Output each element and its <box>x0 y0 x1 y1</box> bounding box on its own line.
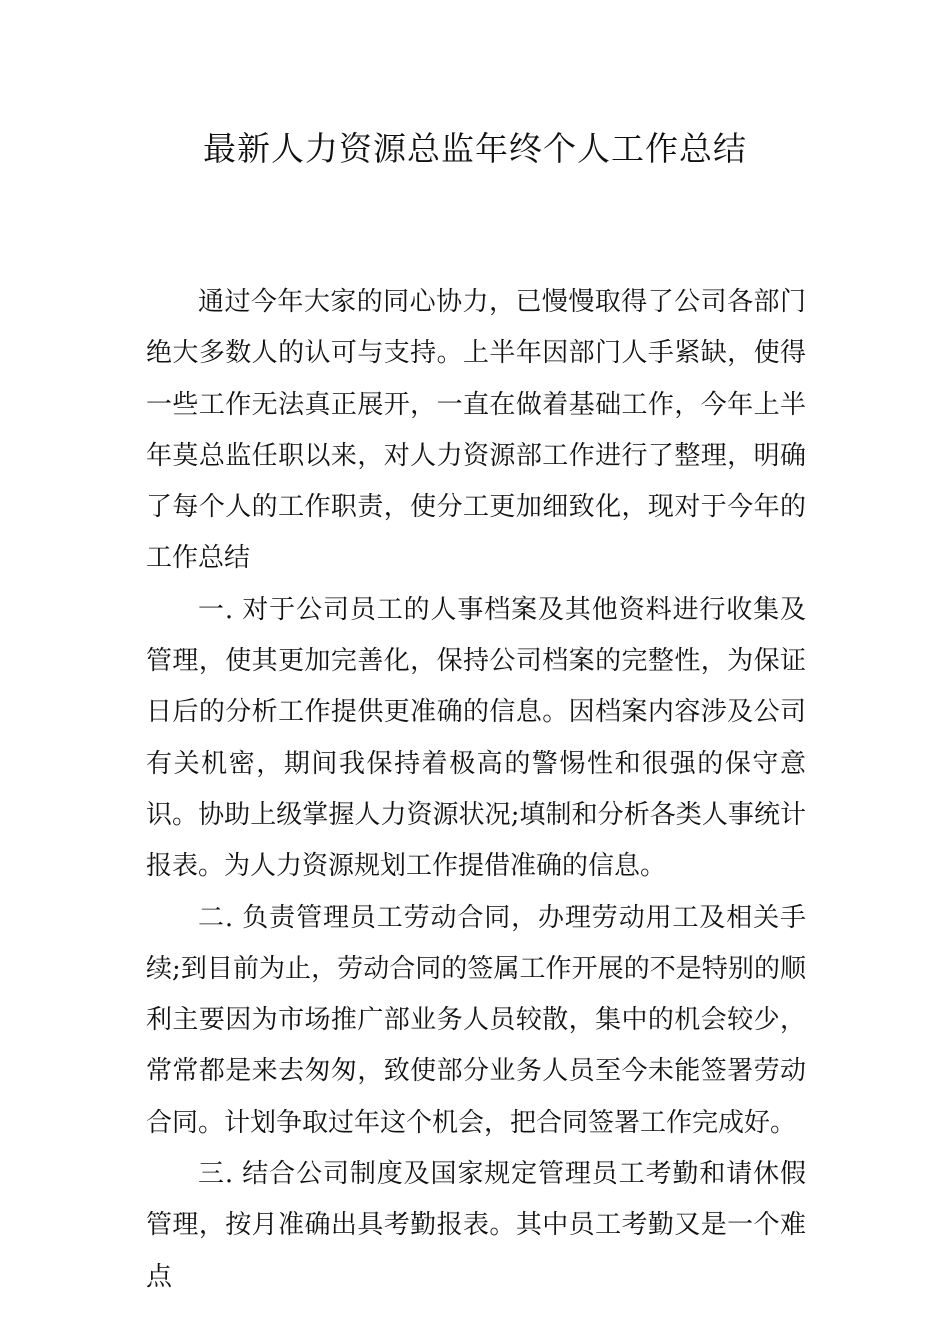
paragraph-section-1: 一. 对于公司员工的人事档案及其他资料进行收集及管理，使其更加完善化，保持公司档案的完整性，为保证日后的分析工作提供更准确的信息。因档案内容涉及公司有关机密，期间我保持着极高的警惕性和很强的保守意识。协助上级掌握人力资源状况;填制和分析各类人事统计报表。为人力资源规划工作提借准确的信息。 <box>146 594 806 882</box>
paragraph-intro: 通过今年大家的同心协力，已慢慢取得了公司各部门绝大多数人的认可与支持。上半年因部门人手紧缺，使得一些工作无法真正展开，一直在做着基础工作，今年上半年莫总监任职以来，对人力资源部工作进行了整理，明确了每个人的工作职责，使分工更加细致化，现对于今年的工作总结 <box>146 287 806 574</box>
paragraph-section-2: 二. 负责管理员工劳动合同，办理劳动用工及相关手续;到目前为止，劳动合同的签属工作开展的不是特别的顺利主要因为市场推广部业务人员较散，集中的机会较少，常常都是来去匆匆，致使部分业务人员至今未能签署劳动合同。计划争取过年这个机会，把合同签署工作完成好。 <box>146 902 806 1138</box>
paragraph-section-3: 三. 结合公司制度及国家规定管理员工考勤和请休假管理，按月准确出具考勤报表。其中员工考勤又是一个难点 <box>146 1159 806 1292</box>
document-title: 最新人力资源总监年终个人工作总结 <box>203 129 747 168</box>
document-body <box>146 277 806 1303</box>
